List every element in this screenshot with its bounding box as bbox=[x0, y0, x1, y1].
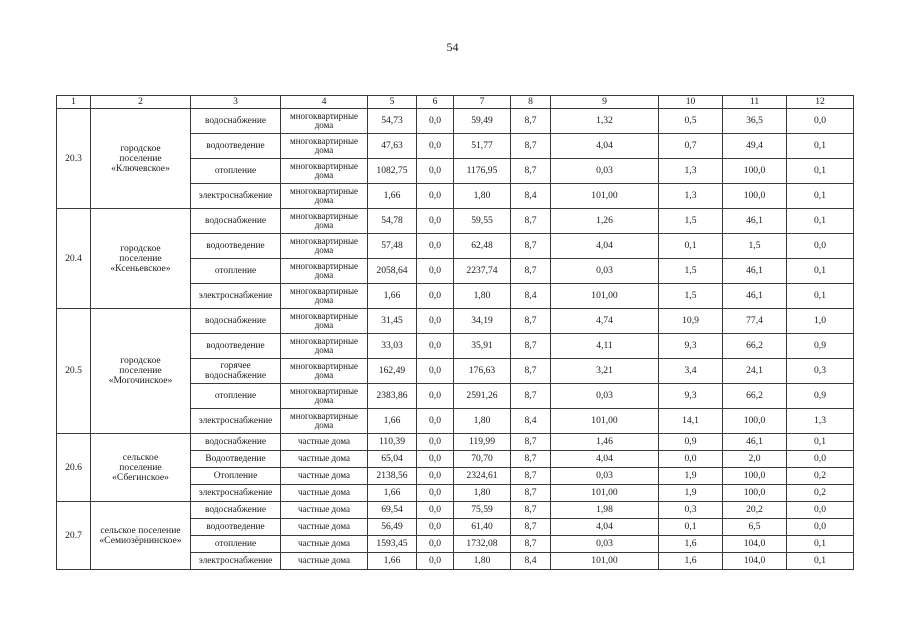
settlement-name bbox=[91, 109, 191, 209]
row-number: 20.3 bbox=[57, 109, 91, 209]
value-cell: 1,46 bbox=[551, 434, 659, 451]
service-type: водоотведение bbox=[191, 234, 281, 259]
building-type-line: многоквартирные bbox=[290, 385, 358, 396]
building-type bbox=[281, 159, 368, 184]
service-type: отопление bbox=[191, 384, 281, 409]
column-header: 7 bbox=[454, 96, 511, 109]
value-cell: 36,5 bbox=[723, 109, 787, 134]
value-cell: 9,3 bbox=[659, 384, 723, 409]
building-type-line: многоквартирные bbox=[290, 210, 358, 221]
service-type: отопление bbox=[191, 159, 281, 184]
page-number: 54 bbox=[446, 40, 459, 54]
value-cell: 104,0 bbox=[723, 536, 787, 553]
value-cell: 1,0 bbox=[787, 309, 854, 334]
value-cell: 0,03 bbox=[551, 536, 659, 553]
settlement-name-line: поселение bbox=[119, 365, 162, 376]
value-cell: 1,66 bbox=[368, 284, 417, 309]
row-number: 20.6 bbox=[57, 434, 91, 502]
value-cell: 57,48 bbox=[368, 234, 417, 259]
column-header: 12 bbox=[787, 96, 854, 109]
value-cell: 1,66 bbox=[368, 184, 417, 209]
table-row bbox=[57, 309, 854, 334]
value-cell: 2237,74 bbox=[454, 259, 511, 284]
building-type-line: дома bbox=[314, 420, 334, 430]
value-cell: 0,2 bbox=[787, 485, 854, 502]
settlement-name-line: «Ксеньевское» bbox=[110, 262, 171, 274]
value-cell: 10,9 bbox=[659, 309, 723, 334]
building-type: частные дома bbox=[281, 519, 368, 536]
value-cell: 65,04 bbox=[368, 451, 417, 468]
service-type: электроснабжение bbox=[191, 485, 281, 502]
column-header: 3 bbox=[191, 96, 281, 109]
settlement-name bbox=[91, 434, 191, 502]
value-cell: 3,4 bbox=[659, 359, 723, 384]
settlement-name-line: «Могочинское» bbox=[108, 375, 173, 386]
value-cell: 0,0 bbox=[417, 209, 454, 234]
value-cell: 0,0 bbox=[417, 384, 454, 409]
value-cell: 0,3 bbox=[659, 502, 723, 519]
value-cell: 33,03 bbox=[368, 334, 417, 359]
value-cell: 8,7 bbox=[511, 468, 551, 485]
service-type: электроснабжение bbox=[191, 184, 281, 209]
value-cell: 0,0 bbox=[417, 553, 454, 570]
value-cell: 8,7 bbox=[511, 309, 551, 334]
service-type: электроснабжение bbox=[191, 284, 281, 309]
value-cell: 4,04 bbox=[551, 134, 659, 159]
value-cell: 0,0 bbox=[417, 309, 454, 334]
value-cell: 0,1 bbox=[787, 284, 854, 309]
value-cell: 8,4 bbox=[511, 409, 551, 434]
value-cell: 66,2 bbox=[723, 384, 787, 409]
value-cell: 0,1 bbox=[787, 159, 854, 184]
value-cell: 8,7 bbox=[511, 502, 551, 519]
column-header: 6 bbox=[417, 96, 454, 109]
value-cell: 8,7 bbox=[511, 109, 551, 134]
value-cell: 0,1 bbox=[787, 134, 854, 159]
building-type bbox=[281, 309, 368, 334]
value-cell: 77,4 bbox=[723, 309, 787, 334]
building-type: частные дома bbox=[281, 485, 368, 502]
value-cell: 0,7 bbox=[659, 134, 723, 159]
value-cell: 69,54 bbox=[368, 502, 417, 519]
building-type bbox=[281, 234, 368, 259]
value-cell: 0,1 bbox=[787, 536, 854, 553]
service-type: отопление bbox=[191, 536, 281, 553]
value-cell: 34,19 bbox=[454, 309, 511, 334]
value-cell: 0,03 bbox=[551, 468, 659, 485]
building-type-line: дома bbox=[314, 245, 334, 255]
value-cell: 1,5 bbox=[659, 259, 723, 284]
building-type-line: многоквартирные bbox=[290, 160, 358, 171]
value-cell: 1,98 bbox=[551, 502, 659, 519]
value-cell: 0,0 bbox=[417, 134, 454, 159]
value-cell: 0,0 bbox=[417, 519, 454, 536]
building-type: частные дома bbox=[281, 553, 368, 570]
value-cell: 1176,95 bbox=[454, 159, 511, 184]
value-cell: 46,1 bbox=[723, 259, 787, 284]
value-cell: 8,7 bbox=[511, 434, 551, 451]
value-cell: 8,7 bbox=[511, 159, 551, 184]
building-type-line: дома bbox=[314, 345, 334, 355]
value-cell: 8,7 bbox=[511, 485, 551, 502]
value-cell: 0,03 bbox=[551, 259, 659, 284]
value-cell: 0,0 bbox=[417, 502, 454, 519]
value-cell: 0,0 bbox=[787, 502, 854, 519]
value-cell: 0,03 bbox=[551, 384, 659, 409]
value-cell: 101,00 bbox=[551, 553, 659, 570]
service-type: отопление bbox=[191, 259, 281, 284]
value-cell: 46,1 bbox=[723, 209, 787, 234]
column-header: 9 bbox=[551, 96, 659, 109]
service-type: Отопление bbox=[191, 468, 281, 485]
service-type: водоснабжение bbox=[191, 109, 281, 134]
value-cell: 4,04 bbox=[551, 451, 659, 468]
row-number: 20.4 bbox=[57, 209, 91, 309]
value-cell: 8,4 bbox=[511, 184, 551, 209]
column-header: 8 bbox=[511, 96, 551, 109]
value-cell: 1,80 bbox=[454, 553, 511, 570]
value-cell: 54,73 bbox=[368, 109, 417, 134]
value-cell: 8,7 bbox=[511, 536, 551, 553]
value-cell: 4,04 bbox=[551, 519, 659, 536]
value-cell: 104,0 bbox=[723, 553, 787, 570]
value-cell: 31,45 bbox=[368, 309, 417, 334]
value-cell: 1,80 bbox=[454, 485, 511, 502]
value-cell: 54,78 bbox=[368, 209, 417, 234]
row-number: 20.7 bbox=[57, 502, 91, 570]
value-cell: 0,5 bbox=[659, 109, 723, 134]
value-cell: 1,80 bbox=[454, 409, 511, 434]
value-cell: 70,70 bbox=[454, 451, 511, 468]
value-cell: 101,00 bbox=[551, 409, 659, 434]
settlement-name-line: городское bbox=[120, 142, 161, 154]
building-type-line: многоквартирные bbox=[290, 410, 358, 421]
value-cell: 0,0 bbox=[417, 259, 454, 284]
building-type-line: дома bbox=[314, 295, 334, 305]
value-cell: 47,63 bbox=[368, 134, 417, 159]
value-cell: 1,9 bbox=[659, 485, 723, 502]
value-cell: 8,7 bbox=[511, 134, 551, 159]
value-cell: 0,9 bbox=[787, 384, 854, 409]
building-type-line: дома bbox=[314, 320, 334, 330]
settlement-name-line: «Ключевское» bbox=[111, 162, 170, 174]
building-type-line: многоквартирные bbox=[290, 335, 358, 346]
value-cell: 0,0 bbox=[787, 451, 854, 468]
building-type: частные дома bbox=[281, 468, 368, 485]
value-cell: 8,7 bbox=[511, 209, 551, 234]
row-number: 20.5 bbox=[57, 309, 91, 434]
building-type-line: многоквартирные bbox=[290, 260, 358, 271]
service-type bbox=[191, 359, 281, 384]
value-cell: 1,3 bbox=[659, 159, 723, 184]
building-type-line: многоквартирные bbox=[290, 360, 358, 371]
value-cell: 0,03 bbox=[551, 159, 659, 184]
value-cell: 2,0 bbox=[723, 451, 787, 468]
value-cell: 1,6 bbox=[659, 536, 723, 553]
value-cell: 0,9 bbox=[787, 334, 854, 359]
value-cell: 8,7 bbox=[511, 234, 551, 259]
value-cell: 2324,61 bbox=[454, 468, 511, 485]
column-header: 2 bbox=[91, 96, 191, 109]
settlement-name-line: сельское поселение bbox=[100, 524, 181, 536]
building-type-line: многоквартирные bbox=[290, 235, 358, 246]
settlement-name-line: сельское bbox=[122, 451, 159, 463]
value-cell: 1,9 bbox=[659, 468, 723, 485]
service-type: водоснабжение bbox=[191, 309, 281, 334]
column-header: 5 bbox=[368, 96, 417, 109]
value-cell: 0,1 bbox=[659, 519, 723, 536]
settlement-name-line: «Сбегинское» bbox=[112, 471, 169, 483]
value-cell: 75,59 bbox=[454, 502, 511, 519]
value-cell: 0,0 bbox=[417, 359, 454, 384]
building-type-line: многоквартирные bbox=[290, 310, 358, 321]
building-type bbox=[281, 109, 368, 134]
value-cell: 176,63 bbox=[454, 359, 511, 384]
building-type-line: дома bbox=[314, 170, 334, 180]
value-cell: 8,7 bbox=[511, 384, 551, 409]
value-cell: 2383,86 bbox=[368, 384, 417, 409]
settlement-name-line: городское bbox=[120, 242, 161, 254]
value-cell: 1,6 bbox=[659, 553, 723, 570]
service-type: электроснабжение bbox=[191, 409, 281, 434]
settlement-name bbox=[91, 502, 191, 570]
value-cell: 100,0 bbox=[723, 184, 787, 209]
value-cell: 0,1 bbox=[787, 553, 854, 570]
value-cell: 0,0 bbox=[417, 451, 454, 468]
table-row bbox=[57, 434, 854, 451]
value-cell: 100,0 bbox=[723, 159, 787, 184]
building-type bbox=[281, 284, 368, 309]
column-header: 10 bbox=[659, 96, 723, 109]
value-cell: 2591,26 bbox=[454, 384, 511, 409]
value-cell: 0,0 bbox=[787, 519, 854, 536]
building-type: частные дома bbox=[281, 434, 368, 451]
value-cell: 1,66 bbox=[368, 409, 417, 434]
value-cell: 1,80 bbox=[454, 184, 511, 209]
service-type: электроснабжение bbox=[191, 553, 281, 570]
building-type: частные дома bbox=[281, 536, 368, 553]
tariff-table bbox=[56, 95, 854, 570]
value-cell: 46,1 bbox=[723, 284, 787, 309]
settlement-name-line: поселение bbox=[119, 152, 162, 164]
table-row bbox=[57, 209, 854, 234]
value-cell: 1082,75 bbox=[368, 159, 417, 184]
value-cell: 4,04 bbox=[551, 234, 659, 259]
value-cell: 0,0 bbox=[417, 284, 454, 309]
building-type bbox=[281, 184, 368, 209]
value-cell: 8,4 bbox=[511, 284, 551, 309]
value-cell: 4,74 bbox=[551, 309, 659, 334]
value-cell: 46,1 bbox=[723, 434, 787, 451]
value-cell: 0,0 bbox=[417, 334, 454, 359]
building-type bbox=[281, 209, 368, 234]
value-cell: 1,5 bbox=[723, 234, 787, 259]
value-cell: 0,0 bbox=[417, 159, 454, 184]
value-cell: 101,00 bbox=[551, 284, 659, 309]
service-type: водоотведение bbox=[191, 334, 281, 359]
value-cell: 24,1 bbox=[723, 359, 787, 384]
value-cell: 0,0 bbox=[787, 234, 854, 259]
value-cell: 66,2 bbox=[723, 334, 787, 359]
building-type bbox=[281, 259, 368, 284]
value-cell: 0,0 bbox=[417, 536, 454, 553]
value-cell: 0,0 bbox=[417, 109, 454, 134]
settlement-name-line: городское bbox=[120, 355, 161, 366]
settlement-name-line: поселение bbox=[119, 252, 162, 264]
value-cell: 0,2 bbox=[787, 468, 854, 485]
value-cell: 0,1 bbox=[787, 184, 854, 209]
building-type bbox=[281, 334, 368, 359]
building-type-line: многоквартирные bbox=[290, 185, 358, 196]
building-type-line: многоквартирные bbox=[290, 135, 358, 146]
value-cell: 119,99 bbox=[454, 434, 511, 451]
column-header: 1 bbox=[57, 96, 91, 109]
value-cell: 20,2 bbox=[723, 502, 787, 519]
value-cell: 0,0 bbox=[417, 434, 454, 451]
value-cell: 0,3 bbox=[787, 359, 854, 384]
value-cell: 0,1 bbox=[659, 234, 723, 259]
value-cell: 8,7 bbox=[511, 451, 551, 468]
value-cell: 0,0 bbox=[787, 109, 854, 134]
value-cell: 1,5 bbox=[659, 209, 723, 234]
column-header: 4 bbox=[281, 96, 368, 109]
value-cell: 1,80 bbox=[454, 284, 511, 309]
building-type: частные дома bbox=[281, 502, 368, 519]
service-type: водоснабжение bbox=[191, 434, 281, 451]
service-type: водоснабжение bbox=[191, 502, 281, 519]
table-row bbox=[57, 502, 854, 519]
settlement-name-line: «Семиозёрнинское» bbox=[99, 534, 182, 546]
building-type-line: дома bbox=[314, 220, 334, 230]
value-cell: 2138,56 bbox=[368, 468, 417, 485]
building-type bbox=[281, 384, 368, 409]
value-cell: 51,77 bbox=[454, 134, 511, 159]
building-type-line: дома bbox=[314, 120, 334, 130]
value-cell: 1,5 bbox=[659, 284, 723, 309]
value-cell: 0,1 bbox=[787, 259, 854, 284]
value-cell: 0,0 bbox=[417, 468, 454, 485]
value-cell: 8,7 bbox=[511, 334, 551, 359]
value-cell: 101,00 bbox=[551, 184, 659, 209]
building-type bbox=[281, 359, 368, 384]
header-row bbox=[57, 96, 854, 109]
value-cell: 8,4 bbox=[511, 553, 551, 570]
service-type: водоснабжение bbox=[191, 209, 281, 234]
value-cell: 3,21 bbox=[551, 359, 659, 384]
value-cell: 61,40 bbox=[454, 519, 511, 536]
value-cell: 0,0 bbox=[417, 409, 454, 434]
building-type-line: дома bbox=[314, 270, 334, 280]
settlement-name bbox=[91, 309, 191, 434]
settlement-name bbox=[91, 209, 191, 309]
service-type: водоотведение bbox=[191, 519, 281, 536]
value-cell: 4,11 bbox=[551, 334, 659, 359]
settlement-name-line: поселение bbox=[119, 461, 162, 473]
building-type-line: дома bbox=[314, 370, 334, 380]
building-type-line: дома bbox=[314, 395, 334, 405]
table-row bbox=[57, 109, 854, 134]
building-type bbox=[281, 409, 368, 434]
value-cell: 1,3 bbox=[659, 184, 723, 209]
service-type: водоотведение bbox=[191, 134, 281, 159]
value-cell: 9,3 bbox=[659, 334, 723, 359]
value-cell: 0,0 bbox=[417, 184, 454, 209]
value-cell: 162,49 bbox=[368, 359, 417, 384]
value-cell: 0,0 bbox=[417, 485, 454, 502]
value-cell: 14,1 bbox=[659, 409, 723, 434]
value-cell: 1593,45 bbox=[368, 536, 417, 553]
value-cell: 2058,64 bbox=[368, 259, 417, 284]
value-cell: 101,00 bbox=[551, 485, 659, 502]
value-cell: 1,32 bbox=[551, 109, 659, 134]
value-cell: 1,3 bbox=[787, 409, 854, 434]
value-cell: 62,48 bbox=[454, 234, 511, 259]
service-type-line: водоснабжение bbox=[204, 371, 267, 381]
value-cell: 1732,08 bbox=[454, 536, 511, 553]
value-cell: 0,0 bbox=[659, 451, 723, 468]
value-cell: 0,9 bbox=[659, 434, 723, 451]
value-cell: 0,0 bbox=[417, 234, 454, 259]
table-body bbox=[57, 96, 854, 570]
value-cell: 49,4 bbox=[723, 134, 787, 159]
value-cell: 100,0 bbox=[723, 468, 787, 485]
column-header: 11 bbox=[723, 96, 787, 109]
value-cell: 1,66 bbox=[368, 553, 417, 570]
value-cell: 8,7 bbox=[511, 519, 551, 536]
service-type-line: горячее bbox=[220, 361, 251, 371]
building-type-line: дома bbox=[314, 145, 334, 155]
value-cell: 0,1 bbox=[787, 434, 854, 451]
building-type-line: многоквартирные bbox=[290, 110, 358, 121]
value-cell: 6,5 bbox=[723, 519, 787, 536]
building-type bbox=[281, 134, 368, 159]
value-cell: 8,7 bbox=[511, 359, 551, 384]
service-type: Водоотведение bbox=[191, 451, 281, 468]
value-cell: 0,1 bbox=[787, 209, 854, 234]
value-cell: 100,0 bbox=[723, 409, 787, 434]
building-type: частные дома bbox=[281, 451, 368, 468]
value-cell: 8,7 bbox=[511, 259, 551, 284]
value-cell: 1,66 bbox=[368, 485, 417, 502]
value-cell: 35,91 bbox=[454, 334, 511, 359]
building-type-line: дома bbox=[314, 195, 334, 205]
value-cell: 1,26 bbox=[551, 209, 659, 234]
value-cell: 110,39 bbox=[368, 434, 417, 451]
building-type-line: многоквартирные bbox=[290, 285, 358, 296]
value-cell: 100,0 bbox=[723, 485, 787, 502]
value-cell: 59,49 bbox=[454, 109, 511, 134]
value-cell: 59,55 bbox=[454, 209, 511, 234]
value-cell: 56,49 bbox=[368, 519, 417, 536]
